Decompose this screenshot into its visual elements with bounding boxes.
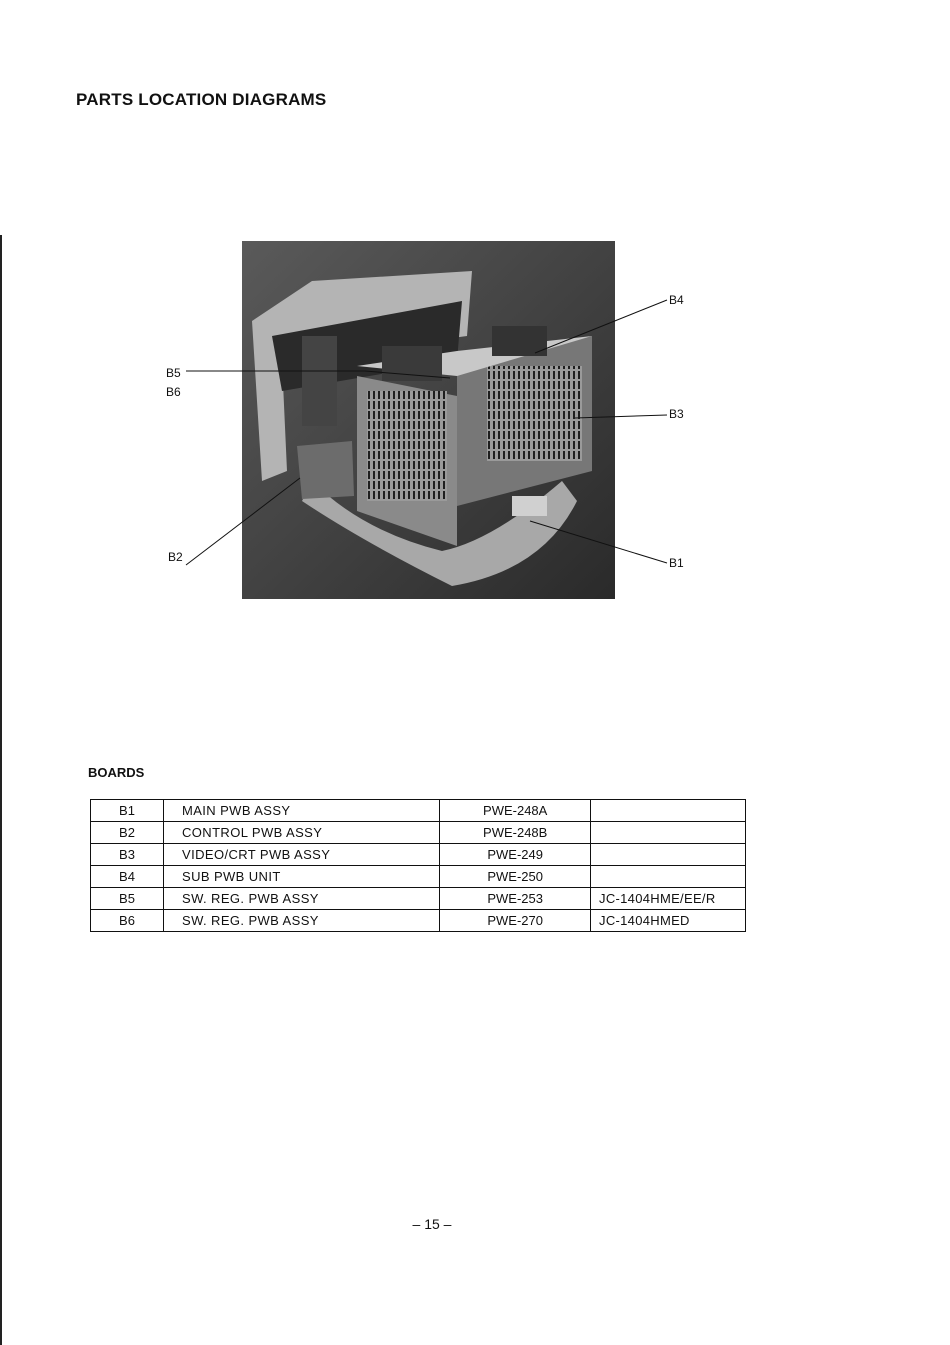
board-name: MAIN PWB ASSY <box>164 800 440 822</box>
board-id: B3 <box>91 844 164 866</box>
board-model <box>591 866 746 888</box>
board-name: SW. REG. PWB ASSY <box>164 888 440 910</box>
callout-b3: B3 <box>669 407 684 421</box>
board-part-number: PWE-248B <box>440 822 591 844</box>
callout-b2: B2 <box>168 550 183 564</box>
parts-location-figure <box>160 238 700 603</box>
page-edge-line <box>0 235 2 1345</box>
board-part-number: PWE-270 <box>440 910 591 932</box>
board-name: VIDEO/CRT PWB ASSY <box>164 844 440 866</box>
table-row <box>91 822 746 844</box>
board-id: B1 <box>91 800 164 822</box>
board-model: JC-1404HME/EE/R <box>591 888 746 910</box>
callout-b5: B5 <box>166 366 181 380</box>
board-model <box>591 800 746 822</box>
board-model <box>591 844 746 866</box>
table-row <box>91 800 746 822</box>
board-id: B6 <box>91 910 164 932</box>
boards-table <box>90 799 746 932</box>
board-name: CONTROL PWB ASSY <box>164 822 440 844</box>
callout-b6: B6 <box>166 385 181 399</box>
board-part-number: PWE-249 <box>440 844 591 866</box>
board-model: JC-1404HMED <box>591 910 746 932</box>
page-number: – 15 – <box>412 1216 452 1232</box>
board-id: B4 <box>91 866 164 888</box>
board-part-number: PWE-250 <box>440 866 591 888</box>
callout-b1: B1 <box>669 556 684 570</box>
board-part-number: PWE-253 <box>440 888 591 910</box>
boards-heading: BOARDS <box>88 765 145 780</box>
board-id: B5 <box>91 888 164 910</box>
table-row <box>91 888 746 910</box>
board-name: SW. REG. PWB ASSY <box>164 910 440 932</box>
table-row <box>91 866 746 888</box>
table-row <box>91 844 746 866</box>
table-row <box>91 910 746 932</box>
board-name: SUB PWB UNIT <box>164 866 440 888</box>
board-part-number: PWE-248A <box>440 800 591 822</box>
board-id: B2 <box>91 822 164 844</box>
callout-leader-lines <box>160 238 700 603</box>
page-title: PARTS LOCATION DIAGRAMS <box>76 90 327 109</box>
board-model <box>591 822 746 844</box>
callout-b4: B4 <box>669 293 684 307</box>
